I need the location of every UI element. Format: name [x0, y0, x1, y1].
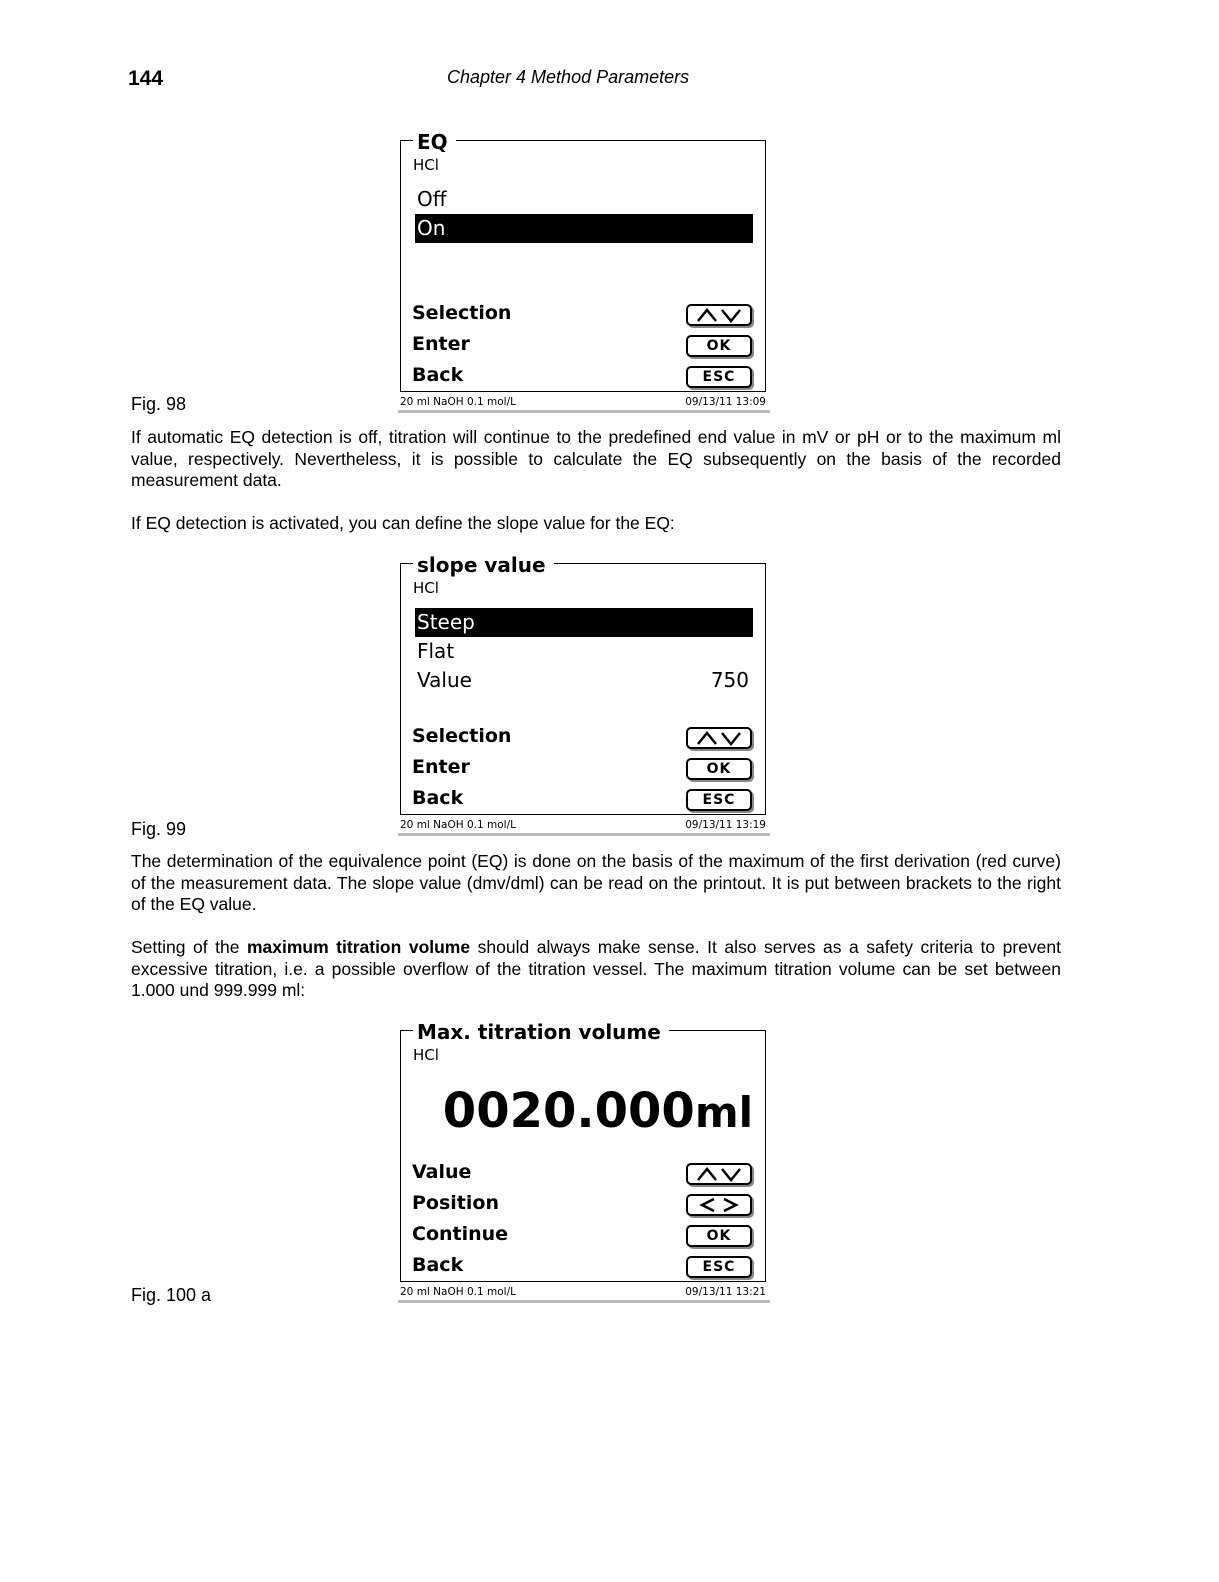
up-down-arrows-icon: [694, 1166, 744, 1182]
screen-subtitle: HCl: [413, 1046, 439, 1064]
ok-key[interactable]: OK: [686, 1225, 752, 1247]
action-label-selection: Selection: [412, 725, 512, 747]
action-label-selection: Selection: [412, 302, 512, 324]
slope-value-screen: [400, 553, 766, 815]
status-reagent: 20 ml NaOH 0.1 mol/L: [400, 396, 516, 408]
volume-number: 0020.000: [442, 1083, 695, 1139]
action-label-enter: Enter: [412, 333, 470, 355]
option-flat[interactable]: Flat: [417, 639, 455, 663]
action-label-position: Position: [412, 1192, 499, 1214]
ok-key[interactable]: OK: [686, 758, 752, 780]
screen-subtitle: HCl: [413, 156, 439, 174]
option-steep-selected[interactable]: Steep: [415, 608, 753, 637]
up-down-arrows-icon: [694, 730, 744, 746]
paragraph-eq-on: If EQ detection is activated, you can define the slope value for the EQ:: [131, 513, 675, 533]
screen-title: EQ: [413, 131, 456, 153]
status-bar: [398, 395, 770, 413]
updown-key[interactable]: [686, 304, 752, 326]
left-right-arrows-icon: [694, 1197, 744, 1213]
option-on-selected[interactable]: On: [415, 214, 753, 243]
slope-value-number: 750: [710, 668, 749, 692]
action-label-back: Back: [412, 1254, 464, 1276]
status-reagent: 20 ml NaOH 0.1 mol/L: [400, 819, 516, 831]
paragraph-eq-off: If automatic EQ detection is off, titration will continue to the predefined end value in mV or pH or to the maximum ml value, respectively. Nevertheless, it is possible to calculate the EQ subsequently on the basis of the recorded measurement data.: [131, 427, 1061, 490]
action-label-enter: Enter: [412, 756, 470, 778]
action-label-continue: Continue: [412, 1223, 509, 1245]
max-titration-volume-screen: [400, 1020, 766, 1282]
status-bar: [398, 1285, 770, 1303]
screen-subtitle: HCl: [413, 579, 439, 597]
action-label-back: Back: [412, 787, 464, 809]
option-value[interactable]: [415, 666, 753, 695]
action-label-value: Value: [412, 1161, 472, 1183]
up-down-arrows-icon: [694, 307, 744, 323]
paragraph-max-volume: [131, 937, 1061, 1002]
option-value-label: Value: [417, 668, 472, 692]
status-bar: [398, 818, 770, 836]
action-label-back: Back: [412, 364, 464, 386]
chapter-title: Chapter 4 Method Parameters: [447, 67, 690, 87]
status-datetime: 09/13/11 13:21: [685, 1286, 766, 1298]
paragraph-text: Setting of the: [131, 937, 247, 957]
paragraph-bold-term: maximum titration volume: [246, 937, 471, 957]
paragraph-eq-determination: The determination of the equivalence point (EQ) is done on the basis of the maximum of the first derivation (red curve) of the measurement data. The slope value (dmv/dml) can be read on the printout. It is put between brackets to the right of the EQ value.: [131, 851, 1061, 914]
screen-title: Max. titration volume: [413, 1021, 669, 1043]
figure-label: Fig. 99: [131, 819, 187, 839]
ok-key[interactable]: OK: [686, 335, 752, 357]
status-reagent: 20 ml NaOH 0.1 mol/L: [400, 1286, 516, 1298]
leftright-key[interactable]: [686, 1194, 752, 1216]
paragraph-text: should always make sense. It also serves as a safety criteria to prevent excessive titration, i.e. a possible overflow of the titration vessel. The maximum titration volume can be set between 1.000 und 999.999 ml:: [131, 937, 1061, 1000]
esc-key[interactable]: ESC: [686, 1256, 752, 1278]
status-datetime: 09/13/11 13:09: [685, 396, 766, 408]
volume-value[interactable]: [443, 1083, 753, 1139]
figure-label: Fig. 98: [131, 394, 187, 414]
status-datetime: 09/13/11 13:19: [685, 819, 766, 831]
figure-label: Fig. 100 a: [131, 1285, 212, 1305]
esc-key[interactable]: ESC: [686, 789, 752, 811]
volume-unit: ml: [694, 1088, 753, 1137]
esc-key[interactable]: ESC: [686, 366, 752, 388]
updown-key[interactable]: [686, 1163, 752, 1185]
page-number: 144: [128, 67, 164, 90]
screen-title: slope value: [413, 554, 554, 576]
updown-key[interactable]: [686, 727, 752, 749]
eq-screen: [400, 130, 766, 392]
option-off[interactable]: Off: [417, 187, 447, 211]
